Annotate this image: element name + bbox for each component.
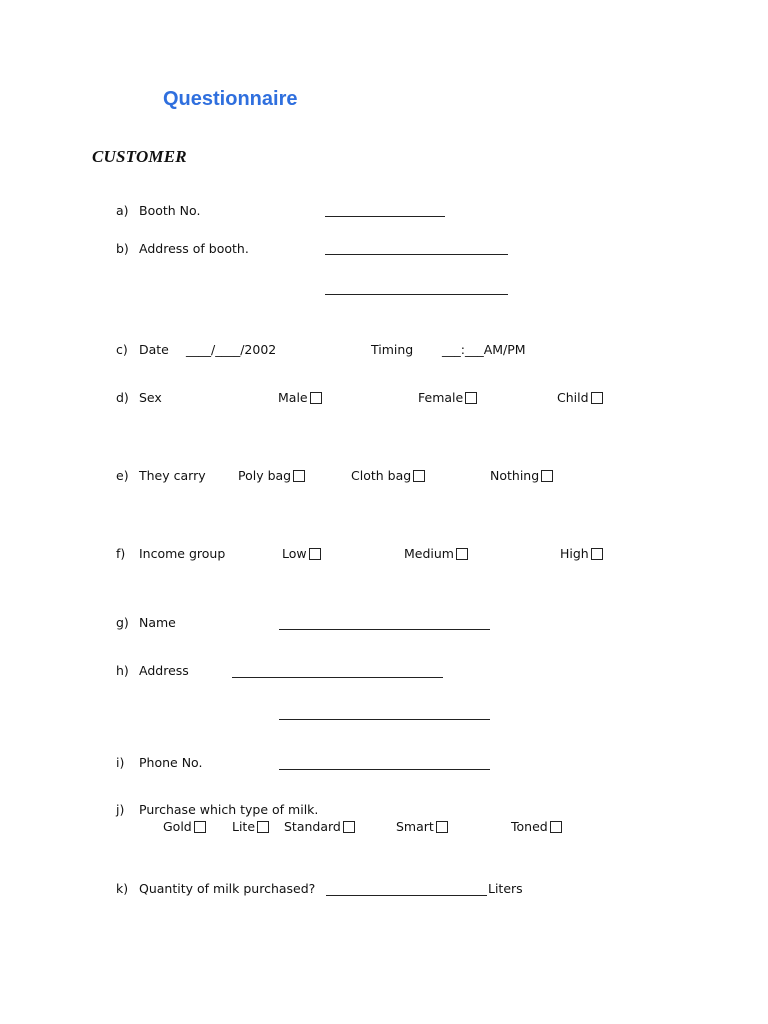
liters-unit: Liters	[488, 881, 523, 896]
option-child-label: Child	[557, 390, 589, 405]
income-group-label: Income group	[139, 546, 226, 561]
option-low[interactable]	[282, 546, 321, 562]
option-female[interactable]	[418, 390, 477, 406]
phone-field[interactable]	[279, 755, 490, 770]
option-lite[interactable]	[232, 819, 269, 835]
question-letter-b: b)	[116, 241, 129, 256]
name-field[interactable]	[279, 615, 490, 630]
booth-address-label: Address of booth.	[139, 241, 249, 256]
checkbox-gold[interactable]	[194, 821, 206, 833]
sex-label: Sex	[139, 390, 162, 405]
option-poly-bag-label: Poly bag	[238, 468, 292, 483]
question-letter-g: g)	[116, 615, 129, 630]
question-letter-d: d)	[116, 390, 129, 405]
booth-no-label: Booth No.	[139, 203, 201, 218]
option-gold[interactable]	[163, 819, 206, 835]
checkbox-poly-bag[interactable]	[293, 470, 305, 482]
question-letter-k: k)	[116, 881, 129, 896]
option-nothing[interactable]	[490, 468, 553, 484]
booth-no-field[interactable]	[325, 202, 445, 217]
checkbox-medium[interactable]	[456, 548, 468, 560]
carry-label: They carry	[139, 468, 206, 483]
option-high-label: High	[560, 546, 589, 561]
checkbox-cloth-bag[interactable]	[413, 470, 425, 482]
option-high[interactable]	[560, 546, 603, 562]
checkbox-high[interactable]	[591, 548, 603, 560]
address-field-2[interactable]	[279, 705, 490, 720]
checkbox-low[interactable]	[309, 548, 321, 560]
booth-address-field-2[interactable]	[325, 280, 508, 295]
option-medium[interactable]	[404, 546, 468, 562]
option-poly-bag[interactable]	[238, 468, 305, 484]
option-standard[interactable]	[284, 819, 355, 835]
question-letter-e: e)	[116, 468, 129, 483]
section-heading: CUSTOMER	[92, 147, 187, 166]
quantity-label: Quantity of milk purchased?	[139, 881, 316, 896]
option-female-label: Female	[418, 390, 464, 405]
option-medium-label: Medium	[404, 546, 454, 561]
option-cloth-bag[interactable]	[351, 468, 425, 484]
question-letter-j: j)	[116, 802, 125, 817]
option-toned-label: Toned	[511, 819, 548, 834]
name-label: Name	[139, 615, 176, 630]
question-letter-h: h)	[116, 663, 129, 678]
option-smart-label: Smart	[396, 819, 434, 834]
checkbox-male[interactable]	[310, 392, 322, 404]
checkbox-smart[interactable]	[436, 821, 448, 833]
option-male-label: Male	[278, 390, 308, 405]
checkbox-child[interactable]	[591, 392, 603, 404]
option-low-label: Low	[282, 546, 307, 561]
option-cloth-bag-label: Cloth bag	[351, 468, 412, 483]
date-label: Date	[139, 342, 169, 357]
checkbox-female[interactable]	[465, 392, 477, 404]
option-standard-label: Standard	[284, 819, 341, 834]
option-toned[interactable]	[511, 819, 562, 835]
timing-field[interactable]: ___:___AM/PM	[442, 342, 526, 357]
option-smart[interactable]	[396, 819, 448, 835]
option-gold-label: Gold	[163, 819, 192, 834]
option-male[interactable]	[278, 390, 322, 406]
checkbox-nothing[interactable]	[541, 470, 553, 482]
address-field-1[interactable]	[232, 663, 443, 678]
option-nothing-label: Nothing	[490, 468, 540, 483]
quantity-field[interactable]	[326, 881, 487, 896]
checkbox-toned[interactable]	[550, 821, 562, 833]
question-letter-i: i)	[116, 755, 125, 770]
question-letter-c: c)	[116, 342, 128, 357]
address-label: Address	[139, 663, 189, 678]
date-field[interactable]: ____/____/2002	[186, 342, 277, 357]
option-lite-label: Lite	[232, 819, 256, 834]
milk-type-label: Purchase which type of milk.	[139, 802, 319, 817]
question-letter-f: f)	[116, 546, 126, 561]
booth-address-field-1[interactable]	[325, 240, 508, 255]
timing-label: Timing	[371, 342, 414, 357]
phone-label: Phone No.	[139, 755, 203, 770]
checkbox-standard[interactable]	[343, 821, 355, 833]
page-title: Questionnaire	[163, 88, 298, 110]
option-child[interactable]	[557, 390, 603, 406]
checkbox-lite[interactable]	[257, 821, 269, 833]
question-letter-a: a)	[116, 203, 129, 218]
